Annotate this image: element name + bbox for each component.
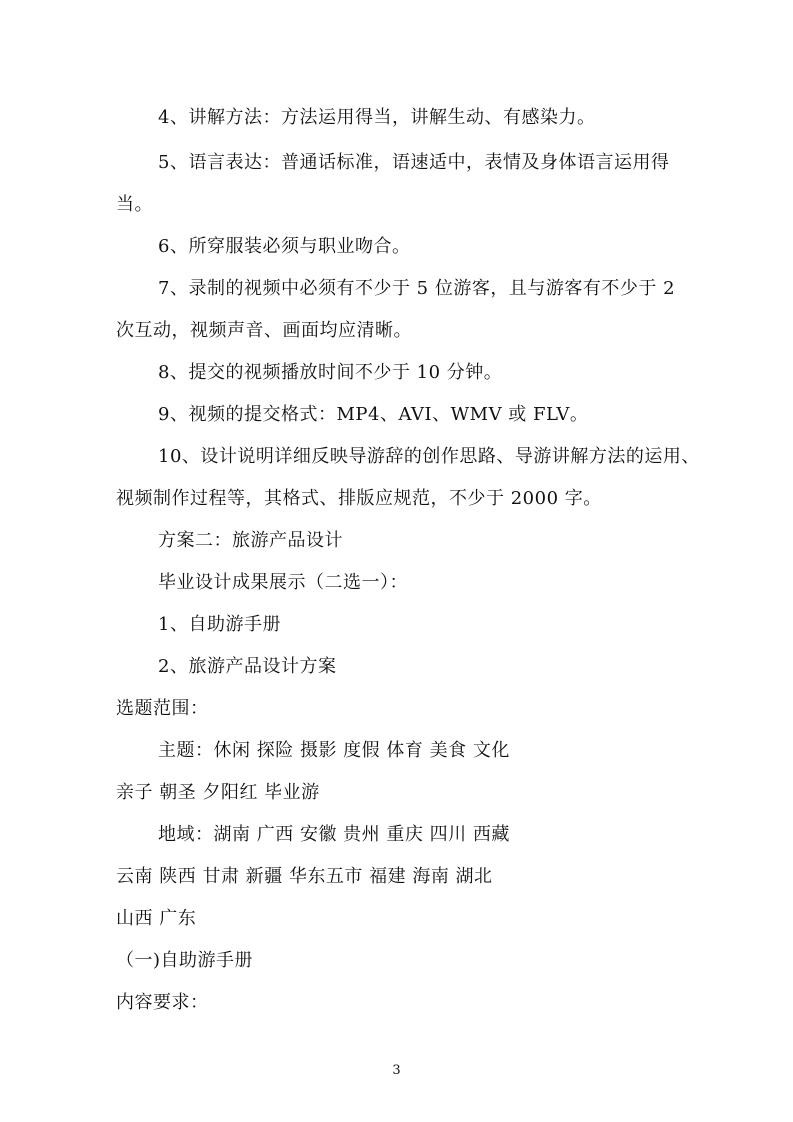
text-line: 次互动，视频声音、画面均应清晰。 bbox=[116, 320, 412, 341]
page-number: 3 bbox=[392, 1063, 401, 1078]
section-heading: 方案二：旅游产品设计 bbox=[158, 530, 343, 551]
list-item: 1、自助游手册 bbox=[158, 614, 281, 635]
text-line: 亲子 朝圣 夕阳红 毕业游 bbox=[116, 782, 320, 803]
text-line: 4、讲解方法：方法运用得当，讲解生动、有感染力。 bbox=[158, 107, 596, 128]
text-line: 7、录制的视频中必须有不少于 5 位游客，且与游客有不少于 2 bbox=[158, 278, 676, 299]
text-line: 内容要求： bbox=[116, 992, 209, 1013]
text-line: 云南 陕西 甘肃 新疆 华东五市 福建 海南 湖北 bbox=[116, 866, 493, 887]
text-line: 6、所穿服装必须与职业吻合。 bbox=[158, 236, 411, 257]
text-line: 视频制作过程等，其格式、排版应规范，不少于 2000 字。 bbox=[116, 488, 602, 509]
subsection-heading: （一)自助游手册 bbox=[116, 950, 254, 971]
text-line: 主题：休闲 探险 摄影 度假 体育 美食 文化 bbox=[158, 740, 510, 761]
list-item: 2、旅游产品设计方案 bbox=[158, 656, 337, 677]
text-line: 选题范围： bbox=[116, 698, 209, 719]
text-line: 9、视频的提交格式：MP4、AVI、WMV 或 FLV。 bbox=[158, 404, 589, 425]
text-line: 10、设计说明详细反映导游辞的创作思路、导游讲解方法的运用、 bbox=[158, 446, 700, 467]
text-line: 地域：湖南 广西 安徽 贵州 重庆 四川 西藏 bbox=[158, 824, 510, 845]
text-line: 山西 广东 bbox=[116, 908, 197, 929]
text-line: 5、语言表达：普通话标准，语速适中，表情及身体语言运用得 bbox=[158, 152, 670, 173]
text-line: 8、提交的视频播放时间不少于 10 分钟。 bbox=[158, 362, 503, 383]
text-line: 毕业设计成果展示（二选一）： bbox=[158, 572, 408, 593]
text-line: 当。 bbox=[116, 194, 153, 215]
